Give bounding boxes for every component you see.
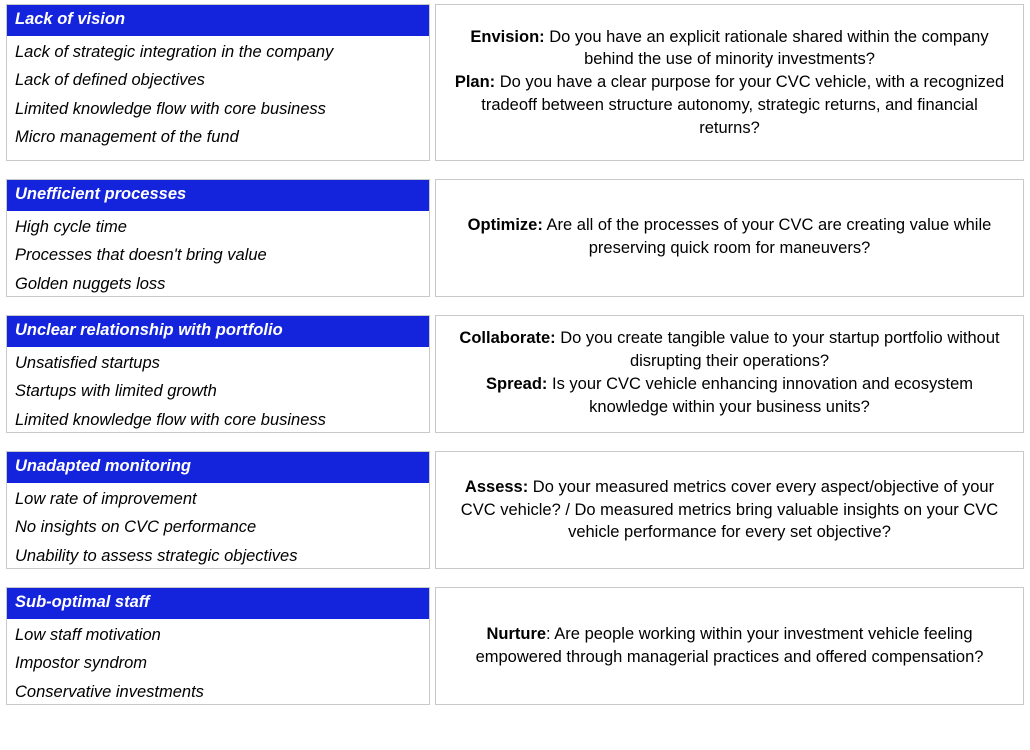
question-lead: Plan:	[454, 73, 496, 92]
problem-list	[7, 483, 429, 574]
question-lead: Nurture	[486, 625, 547, 644]
question-lead: Assess:	[464, 477, 529, 496]
question-text	[450, 623, 1009, 669]
question-text	[450, 214, 1009, 260]
matrix-row	[6, 587, 1024, 705]
question-item	[461, 478, 998, 542]
question-card	[435, 315, 1024, 433]
list-item: Lack of strategic integration in the company	[15, 42, 334, 61]
problem-list	[7, 211, 429, 302]
question-lead: Collaborate:	[459, 329, 556, 348]
list-item: Processes that doesn't bring value	[15, 246, 267, 265]
matrix-row	[6, 179, 1024, 297]
problem-title: Sub-optimal staff	[7, 588, 429, 619]
question-item	[455, 73, 1004, 137]
question-card	[435, 587, 1024, 705]
problem-card	[6, 179, 430, 297]
list-item: Golden nuggets loss	[15, 274, 166, 293]
question-lead: Envision:	[470, 27, 545, 46]
question-card	[435, 179, 1024, 297]
list-item: Unsatisfied startups	[15, 353, 160, 372]
problem-card	[6, 451, 430, 569]
problem-title: Unefficient processes	[7, 180, 429, 211]
list-item: Startups with limited growth	[15, 382, 217, 401]
list-item: Unability to assess strategic objectives	[15, 546, 298, 565]
problem-list	[7, 619, 429, 710]
list-item: Low staff motivation	[15, 625, 161, 644]
question-lead: Optimize:	[467, 216, 543, 235]
question-card	[435, 4, 1024, 161]
problem-title: Unadapted monitoring	[7, 452, 429, 483]
problem-card	[6, 315, 430, 433]
list-item: Micro management of the fund	[15, 128, 239, 147]
list-item: Limited knowledge flow with core business	[15, 99, 326, 118]
matrix-row	[6, 315, 1024, 433]
list-item: Conservative investments	[15, 682, 204, 701]
question-item	[470, 28, 988, 69]
question-item	[459, 329, 999, 370]
problem-title: Unclear relationship with portfolio	[7, 316, 429, 347]
question-body: Do you create tangible value to your startup portfolio without disrupting their operations?	[555, 329, 1000, 371]
question-body: Do your measured metrics cover every aspect/objective of your CVC vehicle? / Do measured metrics bring valuable insights on your CVC vehicle performance for every set objective?	[460, 477, 999, 542]
problem-card	[6, 4, 430, 161]
problem-card	[6, 587, 430, 705]
matrix-row	[6, 4, 1024, 161]
question-body: Do you have an explicit rationale shared within the company behind the use of minority investments?	[544, 27, 989, 69]
question-lead: Spread:	[485, 375, 548, 393]
list-item: Impostor syndrom	[15, 654, 148, 673]
question-card	[435, 451, 1024, 569]
question-item	[486, 375, 973, 416]
problem-list	[7, 347, 429, 438]
question-body: Do you have a clear purpose for your CVC vehicle, with a recognized tradeoff between structure autonomy, strategic returns, and financial returns?	[481, 73, 1005, 137]
list-item: Lack of defined objectives	[15, 71, 205, 90]
question-body: Is your CVC vehicle enhancing innovation and ecosystem knowledge within your business units?	[547, 375, 973, 416]
list-item: High cycle time	[15, 217, 127, 236]
question-text	[450, 476, 1009, 544]
problem-list	[7, 36, 429, 155]
list-item: Low rate of improvement	[15, 489, 197, 508]
problem-title: Lack of vision	[7, 5, 429, 36]
matrix-row	[6, 451, 1024, 569]
question-body: : Are people working within your investment vehicle feeling empowered through managerial practices and offered compensation?	[475, 625, 984, 666]
question-body: Are all of the processes of your CVC are creating value while preserving quick room for maneuvers?	[542, 216, 992, 257]
list-item: Limited knowledge flow with core business	[15, 410, 326, 429]
list-item: No insights on CVC performance	[15, 518, 257, 537]
question-text	[450, 26, 1009, 140]
question-item	[468, 216, 992, 257]
question-item	[476, 625, 984, 666]
question-text	[450, 327, 1009, 418]
